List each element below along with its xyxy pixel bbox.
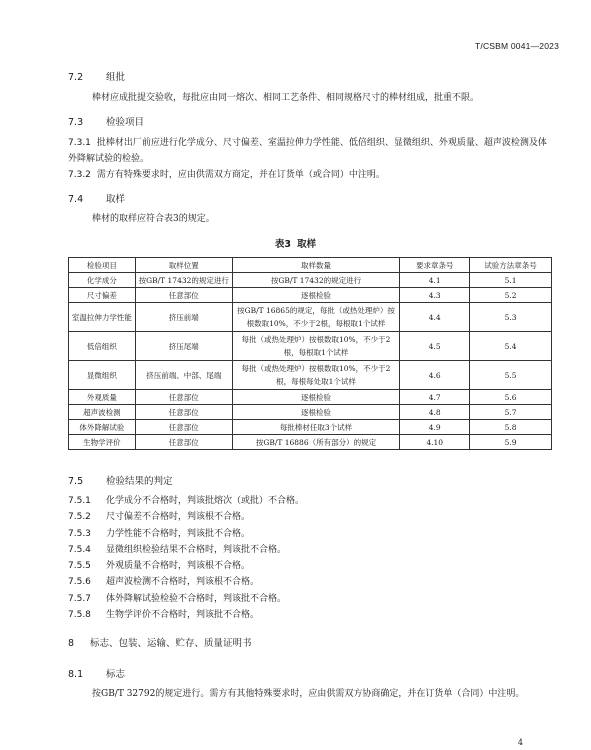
table-cell: 逐根检验	[232, 288, 400, 303]
table-cell: 4.8	[400, 405, 470, 420]
table-row	[69, 405, 552, 420]
list-item	[68, 607, 304, 623]
section-number: 7.4	[68, 194, 84, 205]
table-cell: 5.2	[470, 288, 552, 303]
clause-text: 超声波检测不合格时，判该根不合格。	[106, 577, 260, 588]
section-8-heading	[68, 635, 252, 649]
clause-number: 7.5.1	[68, 496, 91, 506]
table-cell: 外观质量	[69, 390, 136, 405]
table-cell: 5.8	[470, 420, 552, 435]
section-7-2-heading	[68, 69, 125, 83]
table-cell: 逐根检验	[232, 405, 400, 420]
table-cell: 每批棒材任取3个试样	[232, 420, 400, 435]
table-cell: 超声波检测	[69, 405, 136, 420]
judgement-list	[68, 493, 304, 623]
clause-text: 外观质量不合格时，判该根不合格。	[106, 561, 251, 572]
table-row	[69, 303, 552, 332]
list-item	[68, 509, 304, 525]
table-cell: 显微组织	[69, 361, 136, 390]
clause-text: 生物学评价不合格时，判该批不合格。	[106, 610, 260, 621]
table-cell: 挤压前端、中部、尾端	[135, 361, 232, 390]
section-title: 标志、包装、运输、贮存、质量证明书	[90, 638, 252, 649]
table-cell: 4.9	[400, 420, 470, 435]
table-cell: 尺寸偏差	[69, 288, 136, 303]
clause-text: 显微组织检验结果不合格时，判该批不合格。	[106, 544, 287, 555]
header-cell: 试验方法章条号	[470, 258, 552, 273]
table-number: 表3	[274, 239, 292, 250]
list-item	[68, 574, 304, 590]
table-cell: 5.7	[470, 405, 552, 420]
table-row	[69, 390, 552, 405]
table-cell: 生物学评价	[69, 435, 136, 450]
table-cell: 5.4	[470, 332, 552, 361]
section-title: 检验结果的判定	[106, 476, 173, 487]
table-cell: 按GB/T 16865的规定，每批（或热处理炉）按根数取10%，不少于2根，每根取1个试样	[232, 303, 400, 332]
table-row	[69, 332, 552, 361]
clause-text: 体外降解试验检验不合格时，判该批不合格。	[106, 593, 287, 604]
table-cell: 低倍组织	[69, 332, 136, 361]
clause-number: 7.5.5	[68, 561, 91, 572]
table-cell: 任意部位	[135, 420, 232, 435]
section-7-5-heading	[68, 473, 173, 487]
header-cell: 取样数量	[232, 258, 400, 273]
clause-number: 7.5.4	[68, 544, 91, 555]
table-cell: 4.10	[400, 435, 470, 450]
table-cell: 任意部位	[135, 435, 232, 450]
table-cell: 按GB/T 16886（所有部分）的规定	[232, 435, 400, 450]
table-cell: 5.1	[470, 273, 552, 288]
section-title: 组批	[106, 72, 126, 83]
table-title	[0, 236, 591, 250]
table-row	[69, 361, 552, 390]
clause-text: 需方有特殊要求时，应由供需双方商定，并在订货单（或合同）中注明。	[96, 170, 385, 180]
list-item	[68, 542, 304, 558]
table-row	[69, 288, 552, 303]
section-7-4-heading	[68, 191, 125, 205]
clause-number: 7.5.8	[68, 610, 91, 621]
table-caption: 取样	[297, 239, 317, 250]
section-number: 8	[68, 638, 75, 649]
table-cell: 挤压前端	[135, 303, 232, 332]
section-number: 7.3	[68, 117, 84, 128]
section-number: 7.5	[68, 476, 84, 487]
list-item	[68, 526, 304, 542]
table-cell: 任意部位	[135, 288, 232, 303]
table-cell: 4.5	[400, 332, 470, 361]
clause-text: 批棒材出厂前应进行化学成分、尺寸偏差、室温拉伸力学性能、低倍组织、显微组织、外观质量、超声波检测及体外降解试验的检验。	[68, 138, 547, 164]
list-item	[68, 493, 304, 509]
header-cell: 取样位置	[135, 258, 232, 273]
clause-7-3-2	[68, 167, 551, 183]
section-number: 7.2	[68, 72, 84, 83]
table-cell: 每批（或热处理炉）按根数取10%，不少于2 根，每根取1个试样	[232, 332, 400, 361]
section-8-1-heading	[68, 666, 125, 680]
standard-number: T/CSBM 0041—2023	[475, 41, 559, 51]
section-number: 8.1	[68, 669, 84, 680]
table-cell: 逐根检验	[232, 390, 400, 405]
header-cell: 要求章条号	[400, 258, 470, 273]
table-cell: 4.1	[400, 273, 470, 288]
clause-7-3-1	[68, 135, 551, 167]
table-header-row	[69, 258, 552, 273]
section-title: 取样	[106, 194, 126, 205]
table-row	[69, 273, 552, 288]
page-number: 4	[517, 738, 523, 747]
sampling-table	[68, 257, 552, 450]
clause-number: 7.5.7	[68, 593, 91, 604]
clause-text: 尺寸偏差不合格时，判该根不合格。	[106, 512, 251, 523]
table-cell: 5.9	[470, 435, 552, 450]
clause-text: 力学性能不合格时，判该批不合格。	[106, 528, 251, 539]
table-row	[69, 420, 552, 435]
clause-text: 化学成分不合格时，判该批熔次（或批）不合格。	[106, 496, 305, 506]
table-cell: 4.3	[400, 288, 470, 303]
section-7-3-heading	[68, 114, 144, 128]
section-7-2-text: 棒材应成批提交验收，每批应由同一熔次、相同工艺条件、相同规格尺寸的棒材组成，批重不限。	[92, 93, 480, 103]
clause-number: 7.5.2	[68, 512, 91, 523]
table-cell: 4.6	[400, 361, 470, 390]
section-7-4-text: 棒材的取样应符合表3的规定。	[92, 214, 215, 224]
table-cell: 按GB/T 17432的规定进行	[232, 273, 400, 288]
table-cell: 任意部位	[135, 390, 232, 405]
clause-number: 7.5.6	[68, 577, 91, 588]
list-item	[68, 558, 304, 574]
clause-number: 7.3.1	[68, 138, 91, 148]
list-item	[68, 591, 304, 607]
table-cell: 任意部位	[135, 405, 232, 420]
section-8-1-text: 按GB/T 32792的规定进行。需方有其他特殊要求时，应由供需双方协商确定，并在订货单（合同）中注明。	[92, 689, 525, 699]
table-cell: 5.5	[470, 361, 552, 390]
table-row	[69, 435, 552, 450]
table-cell: 每批（或热处理炉）按根数取10%，不少于2 根，每根每处取1个试样	[232, 361, 400, 390]
table-cell: 5.6	[470, 390, 552, 405]
table-cell: 挤压尾端	[135, 332, 232, 361]
clause-number: 7.3.2	[68, 170, 91, 180]
table-cell: 室温拉伸力学性能	[69, 303, 136, 332]
table-cell: 化学成分	[69, 273, 136, 288]
table-cell: 4.7	[400, 390, 470, 405]
table-cell: 4.4	[400, 303, 470, 332]
section-title: 检验项目	[106, 117, 145, 128]
header-cell: 检验项目	[69, 258, 136, 273]
table-cell: 体外降解试验	[69, 420, 136, 435]
table-cell: 5.3	[470, 303, 552, 332]
section-title: 标志	[106, 669, 126, 680]
clause-number: 7.5.3	[68, 528, 91, 539]
table-cell: 按GB/T 17432的规定进行	[135, 273, 232, 288]
